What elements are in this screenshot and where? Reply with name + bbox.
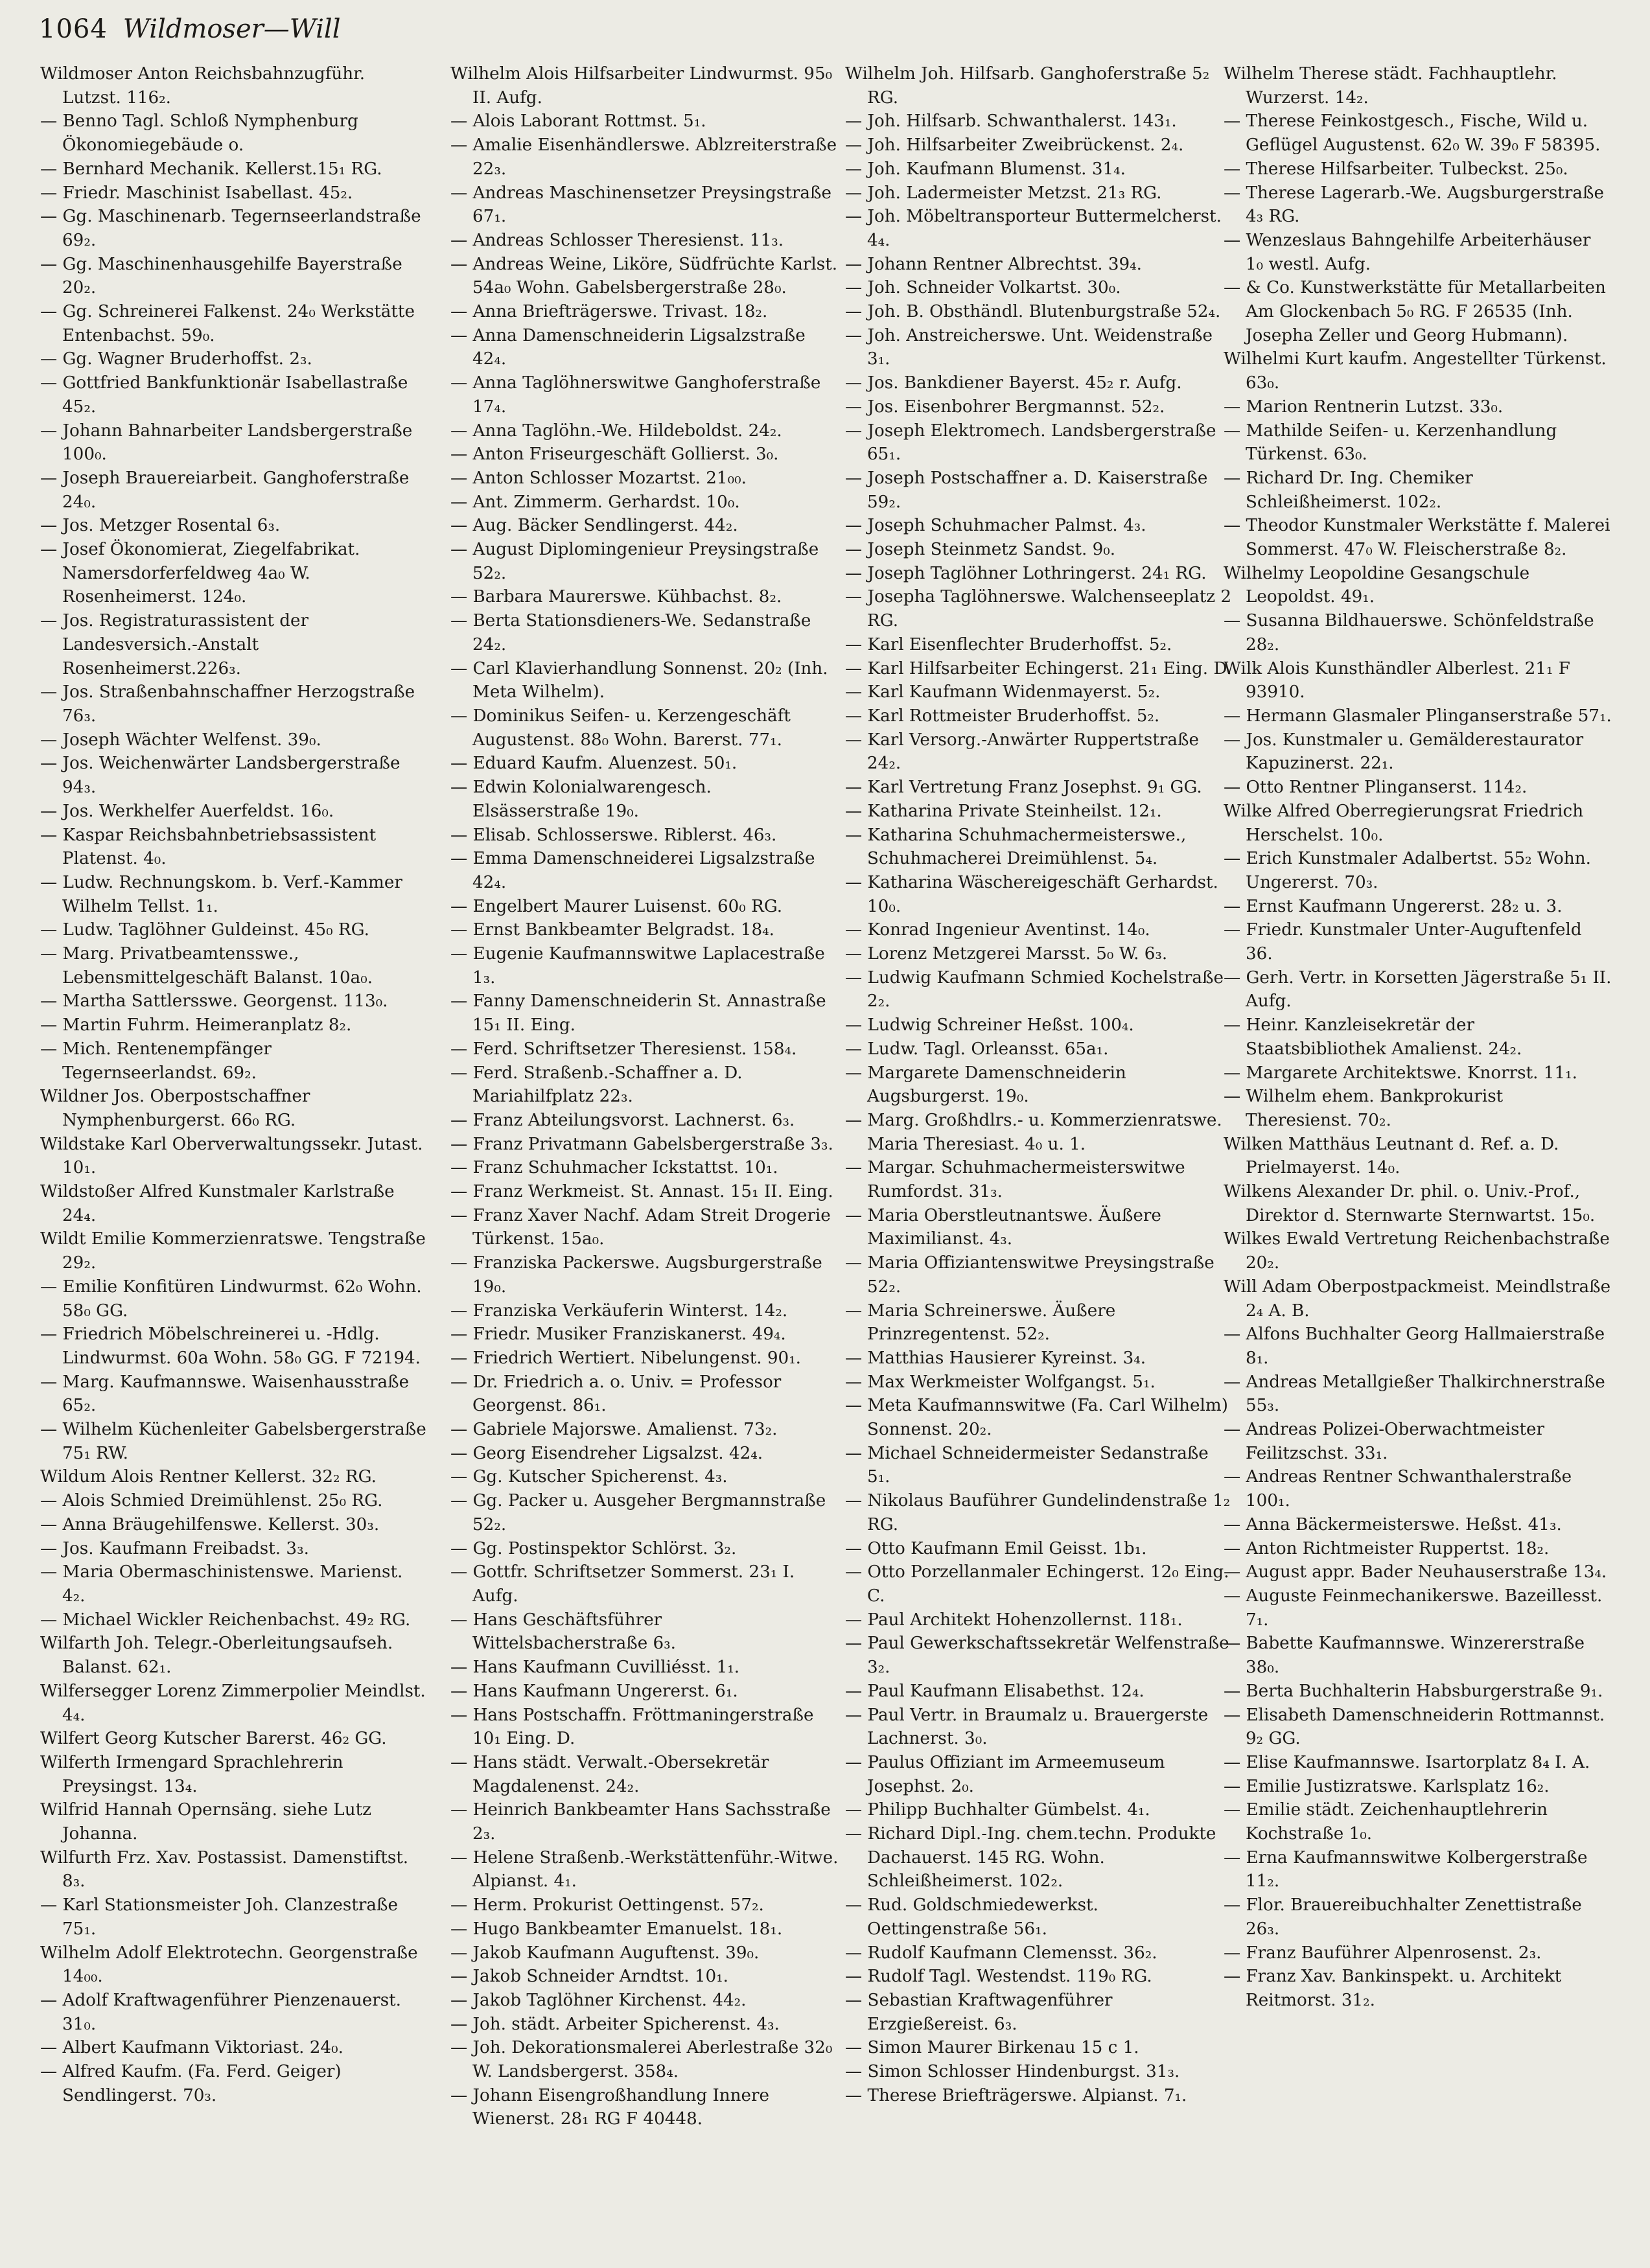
directory-entry: — Erna Kaufmannswitwe Kolbergerstraße 11₂. (1224, 1847, 1588, 1892)
directory-entry: — Eduard Kaufm. Aluenzest. 50₁. (450, 754, 738, 774)
directory-entry: — August appr. Bader Neuhauserstraße 13₄. (1224, 1562, 1607, 1582)
directory-entry: — Maria Offiziantenswitwe Preysingstraße 52₂. (845, 1253, 1214, 1297)
directory-entry: — Gg. Maschinenarb. Tegernseerlandstraße 69₂. (40, 207, 421, 250)
page-header (39, 14, 1607, 60)
directory-entry: — Marion Rentnerin Lutzst. 33₀. (1224, 397, 1504, 417)
directory-entry: — Anna Taglöhnerswitwe Ganghoferstraße 17₄. (450, 373, 821, 417)
directory-entry: Wilkens Alexander Dr. phil. o. Univ.-Prof., Direktor d. Sternwarte Sternwartst. 15₀. (1224, 1182, 1596, 1225)
directory-entry: — Marg. Privatbeamtensswe., Lebensmittelgeschäft Balanst. 10a₀. (40, 944, 373, 988)
directory-entry: — Gg. Schreinerei Falkenst. 24₀ Werkstätte Entenbachst. 59₀. (40, 302, 415, 345)
directory-entry: — Hans städt. Verwalt.-Obersekretär Magdalenenst. 24₂. (450, 1752, 769, 1796)
directory-entry: Wildum Alois Rentner Kellerst. 32₂ RG. (40, 1467, 377, 1487)
directory-entry: — Karl Stationsmeister Joh. Clanzestraße 75₁. (40, 1895, 399, 1939)
directory-entry: — Andreas Maschinensetzer Preysingstraße 67₁. (450, 183, 832, 227)
directory-entry: — Otto Porzellanmaler Echingerst. 12₀ Eing. C. (845, 1562, 1229, 1606)
directory-entry: Wildstoßer Alfred Kunstmaler Karlstraße 24₄. (40, 1182, 395, 1225)
directory-entry: Wilhelm Joh. Hilfsarb. Ganghoferstraße 5₂ RG. (845, 64, 1210, 108)
directory-entry: — Carl Klavierhandlung Sonnenst. 20₂ (Inh. Meta Wilhelm). (450, 658, 828, 702)
directory-entry: — Gottfried Bankfunktionär Isabellastraße 45₂. (40, 373, 408, 417)
directory-entry: — Anton Friseurgeschäft Gollierst. 3₀. (450, 445, 779, 465)
directory-entry: Wilhelm Adolf Elektrotechn. Georgenstraße 14₀₀. (40, 1943, 418, 1987)
directory-entry: — Andreas Metallgießer Thalkirchnerstraße 55₃. (1224, 1372, 1605, 1416)
directory-entry: — Fanny Damenschneiderin St. Annastraße 15₁ II. Eing. (450, 991, 826, 1036)
directory-entry: — Joseph Taglöhner Lothringerst. 24₁ RG. (845, 563, 1207, 583)
directory-entry: — Martin Fuhrm. Heimeranplatz 8₂. (40, 1015, 352, 1036)
directory-entry: — Mathilde Seifen- u. Kerzenhandlung Türkenst. 63₀. (1224, 421, 1557, 465)
directory-entry: — Michael Schneidermeister Sedanstraße 5₁. (845, 1443, 1209, 1487)
directory-entry: — Joh. Ladermeister Metzst. 21₃ RG. (845, 183, 1162, 203)
directory-entry: — Johann Bahnarbeiter Landsbergerstraße 100₀. (40, 421, 413, 465)
directory-entry: — Margarete Damenschneiderin Augsburgerst. 19₀. (845, 1063, 1126, 1107)
directory-entry: Wilk Alois Kunsthändler Alberlest. 21₁ F 93910. (1224, 658, 1570, 702)
directory-entry: Wilfurth Frz. Xav. Postassist. Damenstiftst. 8₃. (40, 1847, 409, 1892)
directory-entry: — Joseph Postschaffner a. D. Kaiserstraße 59₂. (845, 468, 1208, 512)
directory-entry: — Dr. Friedrich a. o. Univ. = Professor Georgenst. 86₁. (450, 1372, 782, 1416)
directory-entry: — Joh. Hilfsarbeiter Zweibrückenst. 2₄. (845, 135, 1184, 156)
directory-entry: — August Diplomingenieur Preysingstraße 52₂. (450, 540, 819, 583)
directory-entry: — Jos. Straßenbahnschaffner Herzogstraße 76₃. (40, 682, 415, 726)
directory-entry: — Therese Lagerarb.-We. Augsburgerstraße 4₃ RG. (1224, 183, 1604, 227)
directory-entry: — Karl Rottmeister Bruderhoffst. 5₂. (845, 706, 1160, 726)
directory-entry: — Ferd. Straßenb.-Schaffner a. D. Mariahilfplatz 22₃. (450, 1063, 743, 1107)
directory-entry: — Ernst Bankbeamter Belgradst. 18₄. (450, 920, 774, 940)
directory-entry: — Alfred Kaufm. (Fa. Ferd. Geiger) Sendlingerst. 70₃. (40, 2062, 342, 2105)
directory-entry: Wildmoser Anton Reichsbahnzugführ. Lutzst. 116₂. (40, 64, 366, 108)
directory-entry: — Johann Eisengroßhandlung Innere Wienerst. 28₁ RG F 40448. (450, 2085, 770, 2129)
directory-entry: — Philipp Buchhalter Gümbelst. 4₁. (845, 1800, 1150, 1820)
directory-entry: — Friedr. Kunstmaler Unter-Auguftenfeld 36. (1224, 920, 1582, 964)
directory-entry: — Franz Bauführer Alpenrosenst. 2₃. (1224, 1943, 1542, 1963)
directory-entry: — Gabriele Majorswe. Amalienst. 73₂. (450, 1420, 778, 1440)
directory-entry: — Barbara Maurerswe. Kühbachst. 8₂. (450, 587, 782, 607)
directory-entry: — Benno Tagl. Schloß Nymphenburg Ökonomiegebäude o. (40, 111, 358, 156)
directory-entry: — Edwin Kolonialwarengesch. Elsässerstraße 19₀. (450, 778, 712, 821)
directory-entry: — Simon Maurer Birkenau 15 c 1. (845, 2038, 1139, 2058)
directory-entry: — Rud. Goldschmiedewerkst. Oettingenstraße 56₁. (845, 1895, 1098, 1939)
directory-entry: — Berta Stationsdieners-We. Sedanstraße 24₂. (450, 611, 811, 654)
directory-entry: — Joh. Dekorationsmalerei Aberlestraße 32₀ W. Landsbergerst. 358₄. (450, 2038, 833, 2082)
directory-entry: — Maria Oberstleutnantswe. Äußere Maximilianst. 4₃. (845, 1205, 1161, 1249)
directory-entry: — Flor. Brauereibuchhalter Zenettistraße 26₃. (1224, 1895, 1582, 1939)
directory-entry: Wildt Emilie Kommerzienratswe. Tengstraße 29₂. (40, 1229, 426, 1273)
directory-entry: — Richard Dr. Ing. Chemiker Schleißheimerst. 102₂. (1224, 468, 1473, 512)
directory-entry: — Hans Postschaffn. Fröttmaningerstraße 10₁ Eing. D. (450, 1705, 814, 1749)
directory-entry: — Aug. Bäcker Sendlingerst. 44₂. (450, 516, 738, 536)
directory-entry: — Lorenz Metzgerei Marsst. 5₀ W. 6₃. (845, 944, 1168, 964)
directory-entry: — Alfons Buchhalter Georg Hallmaierstraße 8₁. (1224, 1325, 1605, 1368)
directory-entry: — Franz Xaver Nachf. Adam Streit Drogerie Türkenst. 15a₀. (450, 1205, 831, 1249)
directory-entry: — Elisabeth Damenschneiderin Rottmannst. 9₂ GG. (1224, 1705, 1605, 1749)
directory-entry: — Anton Schlosser Mozartst. 21₀₀. (450, 468, 747, 488)
directory-entry: — Dominikus Seifen- u. Kerzengeschäft Augustenst. 88₀ Wohn. Barerst. 77₁. (450, 706, 791, 750)
directory-entry: — Ludw. Tagl. Orleansst. 65a₁. (845, 1039, 1109, 1059)
directory-entry: — Erich Kunstmaler Adalbertst. 55₂ Wohn. Ungererst. 70₃. (1224, 849, 1591, 892)
directory-entry: — Anna Bäckermeisterswe. Heßst. 41₃. (1224, 1514, 1562, 1534)
directory-entry: — Joseph Brauereiarbeit. Ganghoferstraße 24₀. (40, 468, 410, 512)
directory-entry: Wilken Matthäus Leutnant d. Ref. a. D. Prielmayerst. 14₀. (1224, 1134, 1559, 1178)
directory-entry: — Franz Abteilungsvorst. Lachnerst. 6₃. (450, 1110, 795, 1130)
directory-entry: — Anna Bräugehilfenswe. Kellerst. 30₃. (40, 1514, 380, 1534)
directory-entry: — Herm. Prokurist Oettingenst. 57₂. (450, 1895, 764, 1915)
directory-entry: — Margarete Architektswe. Knorrst. 11₁. (1224, 1063, 1577, 1083)
directory-entry: — & Co. Kunstwerkstätte für Metallarbeiten Am Glockenbach 5₀ RG. F 26535 (Inh. Josepha Zeller und Georg Hubmann). (1224, 278, 1606, 345)
directory-entry: — Josepha Taglöhnerswe. Walchenseeplatz 2 RG. (845, 587, 1231, 631)
directory-entry: — Matthias Hausierer Kyreinst. 3₄. (845, 1348, 1146, 1368)
directory-entry: — Mich. Rentenempfänger Tegernseerlandst. 69₂. (40, 1039, 272, 1083)
directory-entry: — Rudolf Kaufmann Clemensst. 36₂. (845, 1943, 1157, 1963)
directory-entry: — Ludwig Kaufmann Schmied Kochelstraße 2₂. (845, 967, 1224, 1012)
directory-entry: Wilfarth Joh. Telegr.-Oberleitungsaufseh. Balanst. 62₁. (40, 1634, 393, 1678)
directory-entry: — Emilie städt. Zeichenhauptlehrerin Kochstraße 1₀. (1224, 1800, 1548, 1844)
directory-entry: — Joh. städt. Arbeiter Spicherenst. 4₃. (450, 2014, 780, 2034)
directory-entry: Wilke Alfred Oberregierungsrat Friedrich Herschelst. 10₀. (1224, 801, 1584, 845)
directory-entry: — Heinr. Kanzleisekretär der Staatsbibliothek Amalienst. 24₂. (1224, 1015, 1522, 1059)
directory-entry: — Andreas Polizei-Oberwachtmeister Feilitzschst. 33₁. (1224, 1420, 1545, 1463)
directory-entry: — Jos. Weichenwärter Landsbergerstraße 94₃. (40, 754, 401, 798)
directory-entry: — Johann Rentner Albrechtst. 39₄. (845, 254, 1142, 274)
directory-entry: — Therese Feinkostgesch., Fische, Wild u. Geflügel Augustenst. 62₀ W. 39₀ F 58395. (1224, 111, 1601, 156)
directory-entry: — Joh. Möbeltransporteur Buttermelcherst. 4₄. (845, 207, 1222, 250)
directory-entry: — Paulus Offiziant im Armeemuseum Josephst. 2₀. (845, 1752, 1165, 1796)
directory-entry: — Martha Sattlersswe. Georgenst. 113₀. (40, 991, 388, 1012)
directory-entry: — Gg. Wagner Bruderhoffst. 2₃. (40, 349, 312, 369)
directory-entry: — Hermann Glasmaler Plinganserstraße 57₁. (1224, 706, 1612, 726)
directory-entry: — Gg. Kutscher Spicherenst. 4₃. (450, 1467, 728, 1487)
directory-entry: — Eugenie Kaufmannswitwe Laplacestraße 1₃. (450, 944, 825, 988)
directory-entry: — Jos. Metzger Rosental 6₃. (40, 516, 281, 536)
directory-entry: — Franz Xav. Bankinspekt. u. Architekt Reitmorst. 31₂. (1224, 1967, 1562, 2010)
directory-entry: — Katharina Private Steinheilst. 12₁. (845, 801, 1162, 821)
directory-entry: — Joh. B. Obsthändl. Blutenburgstraße 52₄. (845, 302, 1221, 322)
directory-entry: Wilfert Georg Kutscher Barerst. 46₂ GG. (40, 1729, 387, 1749)
directory-entry: — Therese Hilfsarbeiter. Tulbeckst. 25₀. (1224, 159, 1568, 179)
directory-entry: — Meta Kaufmannswitwe (Fa. Carl Wilhelm) Sonnenst. 20₂. (845, 1396, 1228, 1440)
directory-entry: — Hans Geschäftsführer Wittelsbacherstraße 6₃. (450, 1610, 677, 1654)
directory-entry: — Paul Architekt Hohenzollernst. 118₁. (845, 1610, 1183, 1630)
directory-entry: — Ludw. Rechnungskom. b. Verf.-Kammer Wilhelm Tellst. 1₁. (40, 872, 402, 916)
directory-entry: — Jos. Bankdiener Bayerst. 45₂ r. Aufg. (845, 373, 1182, 393)
directory-entry: — Friedrich Möbelschreinerei u. -Hdlg. Lindwurmst. 60a Wohn. 58₀ GG. F 72194. (40, 1325, 421, 1368)
directory-entry: — Otto Rentner Plinganserst. 114₂. (1224, 778, 1528, 798)
directory-entry: — Maria Schreinerswe. Äußere Prinzregentenst. 52₂. (845, 1301, 1116, 1345)
directory-entry: — Joh. Schneider Volkartst. 30₀. (845, 278, 1121, 298)
column-4 (1224, 62, 1612, 2252)
directory-entry: — Emilie Justizratswe. Karlsplatz 16₂. (1224, 1776, 1550, 1796)
directory-entry: Wilhelmy Leopoldine Gesangschule Leopoldst. 49₁. (1224, 563, 1530, 607)
directory-entry: — Jakob Schneider Arndtst. 10₁. (450, 1967, 728, 1987)
directory-entry: — Anna Taglöhn.-We. Hildeboldst. 24₂. (450, 421, 782, 441)
directory-entry: — Franziska Verkäuferin Winterst. 14₂. (450, 1301, 788, 1321)
directory-entry: — Rudolf Tagl. Westendst. 119₀ RG. (845, 1967, 1152, 1987)
directory-entry: — Marg. Kaufmannswe. Waisenhausstraße 65₂. (40, 1372, 410, 1416)
directory-entry: — Joseph Steinmetz Sandst. 9₀. (845, 540, 1116, 560)
directory-entry: — Franz Privatmann Gabelsbergerstraße 3₃. (450, 1134, 833, 1154)
directory-entry: — Amalie Eisenhändlerswe. Ablzreiterstraße 22₃. (450, 135, 837, 179)
directory-entry: — Theodor Kunstmaler Werkstätte f. Malerei Sommerst. 47₀ W. Fleischerstraße 8₂. (1224, 516, 1610, 560)
directory-entry: — Elisab. Schlosserswe. Riblerst. 46₃. (450, 825, 777, 845)
directory-entry: — Heinrich Bankbeamter Hans Sachsstraße 2₃. (450, 1800, 831, 1844)
directory-entry: — Karl Hilfsarbeiter Echingerst. 21₁ Eing. D. (845, 658, 1232, 678)
directory-entry: — Sebastian Kraftwagenführer Erzgießereist. 6₃. (845, 1990, 1113, 2034)
directory-entry: Wilfrid Hannah Opernsäng. siehe Lutz Johanna. (40, 1800, 371, 1844)
directory-entry: — Adolf Kraftwagenführer Pienzenauerst. 31₀. (40, 1990, 401, 2034)
directory-entry: Will Adam Oberpostpackmeist. Meindlstraße 2₄ A. B. (1224, 1277, 1611, 1321)
directory-entry: — Andreas Schlosser Theresienst. 11₃. (450, 230, 784, 250)
directory-entry: — Emilie Konfitüren Lindwurmst. 62₀ Wohn. 58₀ GG. (40, 1277, 422, 1321)
directory-entry: Wilferth Irmengard Sprachlehrerin Preysingst. 13₄. (40, 1752, 343, 1796)
directory-entry: — Anna Damenschneiderin Ligsalzstraße 42₄. (450, 325, 806, 369)
directory-entry: — Paul Kaufmann Elisabethst. 12₄. (845, 1681, 1145, 1701)
directory-entry: — Alois Laborant Rottmst. 5₁. (450, 111, 706, 132)
directory-entry: — Gottfr. Schriftsetzer Sommerst. 23₁ I. Aufg. (450, 1562, 795, 1606)
directory-entry: — Friedr. Maschinist Isabellast. 45₂. (40, 183, 353, 203)
directory-entry: — Jakob Kaufmann Auguftenst. 39₀. (450, 1943, 760, 1963)
directory-entry: — Otto Kaufmann Emil Geisst. 1b₁. (845, 1538, 1147, 1558)
directory-entry: — Jos. Werkhelfer Auerfeldst. 16₀. (40, 801, 334, 821)
directory-entry: — Karl Versorg.-Anwärter Ruppertstraße 24₂. (845, 730, 1200, 774)
directory-entry: — Alois Schmied Dreimühlenst. 25₀ RG. (40, 1491, 383, 1511)
directory-entry: — Gg. Postinspektor Schlörst. 3₂. (450, 1538, 737, 1558)
directory-entry: — Elise Kaufmannswe. Isartorplatz 8₄ I. A. (1224, 1752, 1590, 1772)
directory-entry: — Josef Ökonomierat, Ziegelfabrikat. Namersdorferfeldweg 4a₀ W. Rosenheimerst. 124₀. (40, 540, 360, 607)
directory-entry: — Joseph Elektromech. Landsbergerstraße 65₁. (845, 421, 1216, 465)
directory-entry: — Ludwig Schreiner Heßst. 100₄. (845, 1015, 1134, 1036)
directory-entry: — Paul Gewerkschaftssekretär Welfenstraße 3₂. (845, 1634, 1229, 1678)
column-2 (450, 62, 839, 2252)
directory-entry: — Joseph Wächter Welfenst. 39₀. (40, 730, 321, 750)
directory-entry: Wilhelm Therese städt. Fachhauptlehr. Wurzerst. 14₂. (1224, 64, 1557, 108)
directory-entry: — Berta Buchhalterin Habsburgerstraße 9₁. (1224, 1681, 1603, 1701)
column-1 (40, 62, 429, 2252)
directory-entry: — Wilhelm ehem. Bankprokurist Theresienst. 70₂. (1224, 1087, 1504, 1130)
directory-entry: — Max Werkmeister Wolfgangst. 5₁. (845, 1372, 1156, 1392)
directory-entry: — Gg. Packer u. Ausgeher Bergmannstraße 52₂. (450, 1491, 826, 1534)
directory-entry: — Wenzeslaus Bahngehilfe Arbeiterhäuser 1₀ westl. Aufg. (1224, 230, 1591, 274)
directory-entry: — Simon Schlosser Hindenburgst. 31₃. (845, 2062, 1180, 2082)
directory-entry: — Katharina Wäschereigeschäft Gerhardst. 10₀. (845, 872, 1218, 916)
directory-entry: — Jos. Kunstmaler u. Gemälderestaurator Kapuzinerst. 22₁. (1224, 730, 1584, 774)
directory-entry: — Jos. Registraturassistent der Landesversich.-Anstalt Rosenheimerst.226₃. (40, 611, 309, 678)
directory-entry: — Hugo Bankbeamter Emanuelst. 18₁. (450, 1919, 783, 1939)
directory-entry: — Anton Richtmeister Ruppertst. 18₂. (1224, 1538, 1550, 1558)
directory-entry: — Georg Eisendreher Ligsalzst. 42₄. (450, 1443, 763, 1463)
directory-entry: — Maria Obermaschinistenswe. Marienst. 4₂. (40, 1562, 403, 1606)
directory-entry: — Friedrich Wertiert. Nibelungenst. 90₁. (450, 1348, 802, 1368)
directory-entry: Wilfersegger Lorenz Zimmerpolier Meindlst. 4₄. (40, 1681, 426, 1725)
page-number: 1064 (39, 14, 108, 44)
directory-entry: — Jakob Taglöhner Kirchenst. 44₂. (450, 1990, 747, 2010)
directory-entry: — Bernhard Mechanik. Kellerst.15₁ RG. (40, 159, 382, 179)
directory-entry: — Margar. Schuhmachermeisterswitwe Rumfordst. 31₃. (845, 1158, 1185, 1202)
directory-entry: — Katharina Schuhmachermeisterswe., Schuhmacherei Dreimühlenst. 5₄. (845, 825, 1187, 869)
directory-entry: — Emma Damenschneiderei Ligsalzstraße 42₄. (450, 849, 815, 892)
directory-entry: — Friedr. Musiker Franziskanerst. 49₄. (450, 1325, 786, 1345)
directory-entry: — Albert Kaufmann Viktoriast. 24₀. (40, 2038, 343, 2058)
directory-entry: — Hans Kaufmann Ungererst. 6₁. (450, 1681, 738, 1701)
directory-entry: — Karl Kaufmann Widenmayerst. 5₂. (845, 682, 1161, 702)
directory-entry: — Andreas Weine, Liköre, Südfrüchte Karlst. 54a₀ Wohn. Gabelsbergerstraße 28₀. (450, 254, 838, 298)
directory-entry: Wildner Jos. Oberpostschaffner Nymphenburgerst. 66₀ RG. (40, 1087, 310, 1130)
directory-entry: — Helene Straßenb.-Werkstättenführ.-Witwe. Alpianst. 4₁. (450, 1847, 839, 1892)
directory-entry: — Gerh. Vertr. in Korsetten Jägerstraße 5₁ II. Aufg. (1224, 967, 1612, 1012)
directory-entry: — Joh. Anstreicherswe. Unt. Weidenstraße 3₁. (845, 325, 1213, 369)
directory-entry: — Jos. Kaufmann Freibadst. 3₃. (40, 1538, 309, 1558)
directory-entry: — Wilhelm Küchenleiter Gabelsbergerstraße 75₁ RW. (40, 1420, 426, 1463)
directory-entry: — Therese Briefträgerswe. Alpianst. 7₁. (845, 2085, 1187, 2105)
directory-entry: — Franz Werkmeist. St. Annast. 15₁ II. Eing. (450, 1182, 833, 1202)
directory-entry: — Nikolaus Bauführer Gundelindenstraße 1₂ RG. (845, 1491, 1231, 1534)
directory-entry: — Auguste Feinmechanikerswe. Bazeillesst. 7₁. (1224, 1586, 1603, 1630)
page-range: Wildmoser—Will (122, 14, 341, 44)
directory-entry: — Franziska Packerswe. Augsburgerstraße 19₀. (450, 1253, 822, 1297)
directory-entry: Wilhelm Alois Hilfsarbeiter Lindwurmst. 95₀ II. Aufg. (450, 64, 833, 108)
directory-entry: — Ferd. Schriftsetzer Theresienst. 158₄. (450, 1039, 797, 1059)
directory-entry: — Ludw. Taglöhner Guldeinst. 45₀ RG. (40, 920, 369, 940)
directory-entry: — Paul Vertr. in Braumalz u. Brauergerste Lachnerst. 3₀. (845, 1705, 1209, 1749)
column-3 (845, 62, 1234, 2252)
directory-entry: — Ant. Zimmerm. Gerhardst. 10₀. (450, 492, 740, 512)
directory-entry: — Karl Eisenflechter Bruderhoffst. 5₂. (845, 634, 1172, 654)
directory-entry: — Michael Wickler Reichenbachst. 49₂ RG. (40, 1610, 411, 1630)
directory-entry: — Ernst Kaufmann Ungererst. 28₂ u. 3. (1224, 896, 1563, 916)
directory-entry: — Hans Kaufmann Cuvilliésst. 1₁. (450, 1658, 740, 1678)
directory-entry: — Babette Kaufmannswe. Winzererstraße 38₀. (1224, 1634, 1585, 1678)
directory-entry: — Susanna Bildhauerswe. Schönfeldstraße 28₂. (1224, 611, 1594, 654)
directory-entry: — Karl Vertretung Franz Josephst. 9₁ GG. (845, 778, 1202, 798)
directory-entry: Wildstake Karl Oberverwaltungssekr. Jutast. 10₁. (40, 1134, 423, 1178)
directory-entry: — Joseph Schuhmacher Palmst. 4₃. (845, 516, 1146, 536)
directory-entry: — Joh. Kaufmann Blumenst. 31₄. (845, 159, 1126, 179)
directory-entry: — Joh. Hilfsarb. Schwanthalerst. 143₁. (845, 111, 1177, 132)
directory-entry: — Kaspar Reichsbahnbetriebsassistent Platenst. 4₀. (40, 825, 377, 869)
directory-entry: — Anna Briefträgerswe. Trivast. 18₂. (450, 302, 768, 322)
directory-entry: — Marg. Großhdlrs.- u. Kommerzienratswe. Maria Theresiast. 4₀ u. 1. (845, 1110, 1222, 1154)
directory-entry: — Richard Dipl.-Ing. chem.techn. Produkte Dachauerst. 145 RG. Wohn. Schleißheimerst. 102₂. (845, 1824, 1216, 1892)
directory-entry: — Konrad Ingenieur Aventinst. 14₀. (845, 920, 1150, 940)
directory-entry: — Andreas Rentner Schwanthalerstraße 100₁. (1224, 1467, 1572, 1511)
directory-entry: Wilhelmi Kurt kaufm. Angestellter Türkenst. 63₀. (1224, 349, 1607, 393)
directory-entry: Wilkes Ewald Vertretung Reichenbachstraße 20₂. (1224, 1229, 1610, 1273)
directory-entry: — Engelbert Maurer Luisenst. 60₀ RG. (450, 896, 783, 916)
directory-entry: — Gg. Maschinenhausgehilfe Bayerstraße 20₂. (40, 254, 402, 298)
directory-entry: — Franz Schuhmacher Ickstattst. 10₁. (450, 1158, 778, 1178)
directory-entry: — Jos. Eisenbohrer Bergmannst. 52₂. (845, 397, 1165, 417)
